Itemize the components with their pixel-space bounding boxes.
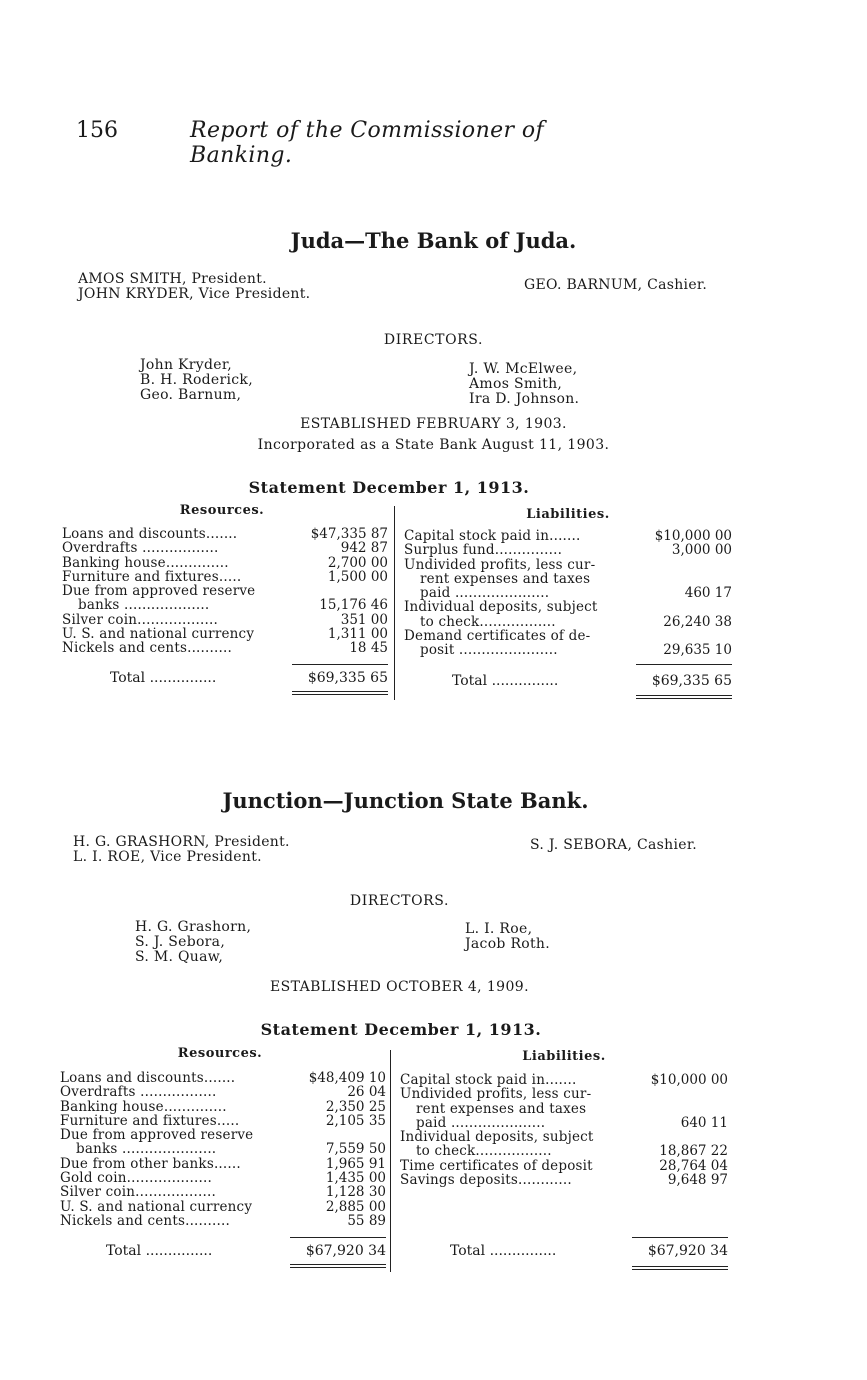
ledger-amount: 1,965 91 <box>325 1155 386 1172</box>
ledger-amount: 351 00 <box>340 611 388 628</box>
ledger-row <box>400 1102 728 1116</box>
ledger-row <box>60 1071 386 1085</box>
total-label: Total ............... <box>450 1243 557 1259</box>
officer-cashier: GEO. BARNUM, Cashier. <box>524 277 708 293</box>
directors-right-column <box>469 362 579 407</box>
ledger-label: Furniture and fixtures..... <box>60 1112 240 1129</box>
ledger-row <box>400 1073 728 1087</box>
director-name: Amos Smith, <box>469 376 563 392</box>
ledger-row <box>60 1142 386 1156</box>
double-rule <box>632 1266 728 1267</box>
double-rule <box>290 1264 386 1265</box>
director-name: Jacob Roth. <box>465 936 551 952</box>
incorporated-line: Incorporated as a State Bank August 11, 1903. <box>257 437 610 453</box>
ledger-label: Due from approved reserve <box>62 583 256 600</box>
ledger-row <box>400 1159 728 1173</box>
ledger-row <box>404 543 732 557</box>
established-line: ESTABLISHED OCTOBER 4, 1909. <box>270 979 529 995</box>
total-amount: $69,335 65 <box>307 670 388 686</box>
ledger-row <box>62 527 388 541</box>
subtotal-rule <box>636 664 732 665</box>
ledger-row <box>62 541 388 555</box>
page-header <box>76 118 636 168</box>
total-amount: $69,335 65 <box>651 673 732 689</box>
ledger-row <box>400 1116 728 1130</box>
ledger-amount: 26,240 38 <box>663 613 732 630</box>
ledger-amount: 2,105 35 <box>325 1112 386 1129</box>
officer-cashier: S. J. SEBORA, Cashier. <box>530 837 698 853</box>
total-label: Total ............... <box>106 1243 213 1259</box>
double-rule <box>632 1269 728 1270</box>
ledger-amount: 942 87 <box>340 540 388 557</box>
ledger-amount: 640 11 <box>680 1114 728 1131</box>
ledger-row <box>62 584 388 598</box>
liabilities-list <box>400 1073 728 1187</box>
ledger-row <box>62 627 388 641</box>
liabilities-header: Liabilities. <box>522 1049 606 1064</box>
ledger-amount: 26 04 <box>347 1084 386 1101</box>
ledger-row <box>400 1087 728 1101</box>
ledger-amount: 1,128 30 <box>325 1184 386 1201</box>
ledger-row <box>60 1200 386 1214</box>
ledger-row <box>400 1173 728 1187</box>
ledger-row <box>60 1171 386 1185</box>
ledger-label: rent expenses and taxes <box>416 1100 587 1117</box>
page-number: 156 <box>76 118 118 143</box>
ledger-label: Due from approved reserve <box>60 1127 254 1144</box>
ledger-label: Gold coin................... <box>60 1170 212 1187</box>
ledger-row <box>404 586 732 600</box>
ledger-label: paid ..................... <box>420 585 550 602</box>
directors-right-column <box>465 922 550 952</box>
total-amount: $67,920 34 <box>647 1243 728 1259</box>
column-divider <box>390 1050 391 1272</box>
resources-header: Resources. <box>179 503 265 518</box>
ledger-amount: $48,409 10 <box>308 1070 386 1086</box>
ledger-amount: 2,885 00 <box>325 1198 386 1215</box>
ledger-label: Overdrafts ................. <box>60 1084 217 1101</box>
double-rule <box>636 698 732 699</box>
officer-president: H. G. GRASHORN, President. <box>73 834 290 850</box>
ledger-label: Time certificates of deposit <box>400 1157 593 1174</box>
directors-left-column <box>140 358 253 403</box>
ledger-amount: 18 45 <box>349 640 388 657</box>
liabilities-list <box>404 529 732 658</box>
ledger-label: Loans and discounts....... <box>60 1070 236 1086</box>
ledger-amount: $47,335 87 <box>310 526 388 542</box>
ledger-row <box>62 556 388 570</box>
subtotal-rule <box>632 1237 728 1238</box>
ledger-row <box>60 1114 386 1128</box>
liabilities-header: Liabilities. <box>526 507 610 522</box>
running-title: Report of the Commissioner of Banking. <box>190 118 545 168</box>
resources-list <box>60 1071 386 1228</box>
bank-title: Junction—Junction State Bank. <box>222 788 589 813</box>
ledger-label: Undivided profits, less cur- <box>400 1086 592 1103</box>
ledger-label: Overdrafts ................. <box>62 540 219 557</box>
directors-left-column <box>135 920 251 965</box>
column-divider <box>394 506 395 700</box>
ledger-row <box>400 1144 728 1158</box>
officers-left <box>78 272 310 302</box>
ledger-amount: 15,176 46 <box>319 597 388 614</box>
statement-title: Statement December 1, 1913. <box>260 1020 542 1039</box>
total-amount: $67,920 34 <box>305 1243 386 1259</box>
ledger-amount: 55 89 <box>347 1212 386 1229</box>
ledger-row <box>60 1128 386 1142</box>
ledger-amount: 3,000 00 <box>671 542 732 559</box>
ledger-amount: 460 17 <box>684 585 732 602</box>
ledger-label: U. S. and national currency <box>60 1198 253 1215</box>
ledger-label: posit ...................... <box>420 642 558 659</box>
ledger-amount: $10,000 00 <box>650 1072 728 1088</box>
resources-list <box>62 527 388 656</box>
ledger-label: Capital stock paid in....... <box>400 1072 577 1088</box>
ledger-label: Nickels and cents.......... <box>60 1212 230 1229</box>
ledger-amount: 1,500 00 <box>327 568 388 585</box>
ledger-row <box>404 600 732 614</box>
ledger-row <box>404 615 732 629</box>
ledger-label: Due from other banks...... <box>60 1155 241 1172</box>
ledger-label: Loans and discounts....... <box>62 526 238 542</box>
subtotal-rule <box>290 1237 386 1238</box>
double-rule <box>292 691 388 692</box>
officer-vice-president: L. I. ROE, Vice President. <box>73 849 262 865</box>
officer-vice-president: JOHN KRYDER, Vice President. <box>78 286 311 302</box>
ledger-label: to check................. <box>420 613 556 630</box>
double-rule <box>636 695 732 696</box>
ledger-label: Banking house.............. <box>60 1098 227 1115</box>
ledger-row <box>404 643 732 657</box>
ledger-row <box>62 570 388 584</box>
directors-label: DIRECTORS. <box>349 893 450 909</box>
bank-title: Juda—The Bank of Juda. <box>290 228 577 253</box>
director-name: John Kryder, <box>140 357 233 373</box>
ledger-row <box>404 529 732 543</box>
officers-left <box>73 835 290 865</box>
ledger-row <box>62 641 388 655</box>
subtotal-rule <box>292 664 388 665</box>
ledger-amount: 28,764 04 <box>659 1157 728 1174</box>
ledger-amount: $10,000 00 <box>654 528 732 544</box>
established-line: ESTABLISHED FEBRUARY 3, 1903. <box>300 416 567 432</box>
ledger-label: paid ..................... <box>416 1114 546 1131</box>
ledger-label: Nickels and cents.......... <box>62 640 232 657</box>
director-name: S. M. Quaw, <box>135 949 224 965</box>
ledger-label: Silver coin.................. <box>62 611 218 628</box>
director-name: Ira D. Johnson. <box>469 391 580 407</box>
ledger-amount: 18,867 22 <box>659 1143 728 1160</box>
ledger-label: Individual deposits, subject <box>404 599 598 616</box>
ledger-amount: 1,311 00 <box>327 626 388 643</box>
director-name: L. I. Roe, <box>465 921 533 937</box>
director-name: Geo. Barnum, <box>140 387 242 403</box>
ledger-row <box>60 1085 386 1099</box>
ledger-row <box>60 1185 386 1199</box>
ledger-label: Silver coin.................. <box>60 1184 216 1201</box>
ledger-row <box>404 629 732 643</box>
statement-title: Statement December 1, 1913. <box>248 478 530 497</box>
ledger-label: U. S. and national currency <box>62 626 255 643</box>
ledger-row <box>60 1214 386 1228</box>
director-name: J. W. McElwee, <box>469 361 578 377</box>
director-name: S. J. Sebora, <box>135 934 226 950</box>
ledger-label: Undivided profits, less cur- <box>404 556 596 573</box>
ledger-row <box>404 572 732 586</box>
ledger-label: Furniture and fixtures..... <box>62 568 242 585</box>
double-rule <box>290 1267 386 1268</box>
officer-president: AMOS SMITH, President. <box>78 271 267 287</box>
ledger-label: Surplus fund............... <box>404 542 563 559</box>
ledger-amount: 1,435 00 <box>325 1170 386 1187</box>
ledger-amount: 29,635 10 <box>663 642 732 659</box>
directors-label: DIRECTORS. <box>383 332 484 348</box>
ledger-amount: 9,648 97 <box>667 1172 728 1189</box>
ledger-label: banks ..................... <box>76 1141 217 1158</box>
ledger-label: banks ................... <box>78 597 210 614</box>
ledger-label: Banking house.............. <box>62 554 229 571</box>
resources-header: Resources. <box>177 1046 263 1061</box>
ledger-amount: 7,559 50 <box>325 1141 386 1158</box>
ledger-label: Individual deposits, subject <box>400 1129 594 1146</box>
double-rule <box>292 694 388 695</box>
ledger-label: Capital stock paid in....... <box>404 528 581 544</box>
ledger-row <box>400 1130 728 1144</box>
ledger-row <box>60 1100 386 1114</box>
ledger-row <box>62 598 388 612</box>
total-label: Total ............... <box>110 670 217 686</box>
ledger-label: to check................. <box>416 1143 552 1160</box>
total-label: Total ............... <box>452 673 559 689</box>
ledger-row <box>404 558 732 572</box>
director-name: B. H. Roderick, <box>140 372 253 388</box>
ledger-amount: 2,700 00 <box>327 554 388 571</box>
director-name: H. G. Grashorn, <box>135 919 252 935</box>
ledger-label: Savings deposits............ <box>400 1172 572 1189</box>
ledger-amount: 2,350 25 <box>325 1098 386 1115</box>
ledger-row <box>62 613 388 627</box>
ledger-label: rent expenses and taxes <box>420 570 591 587</box>
ledger-row <box>60 1157 386 1171</box>
ledger-label: Demand certificates of de- <box>404 628 591 645</box>
